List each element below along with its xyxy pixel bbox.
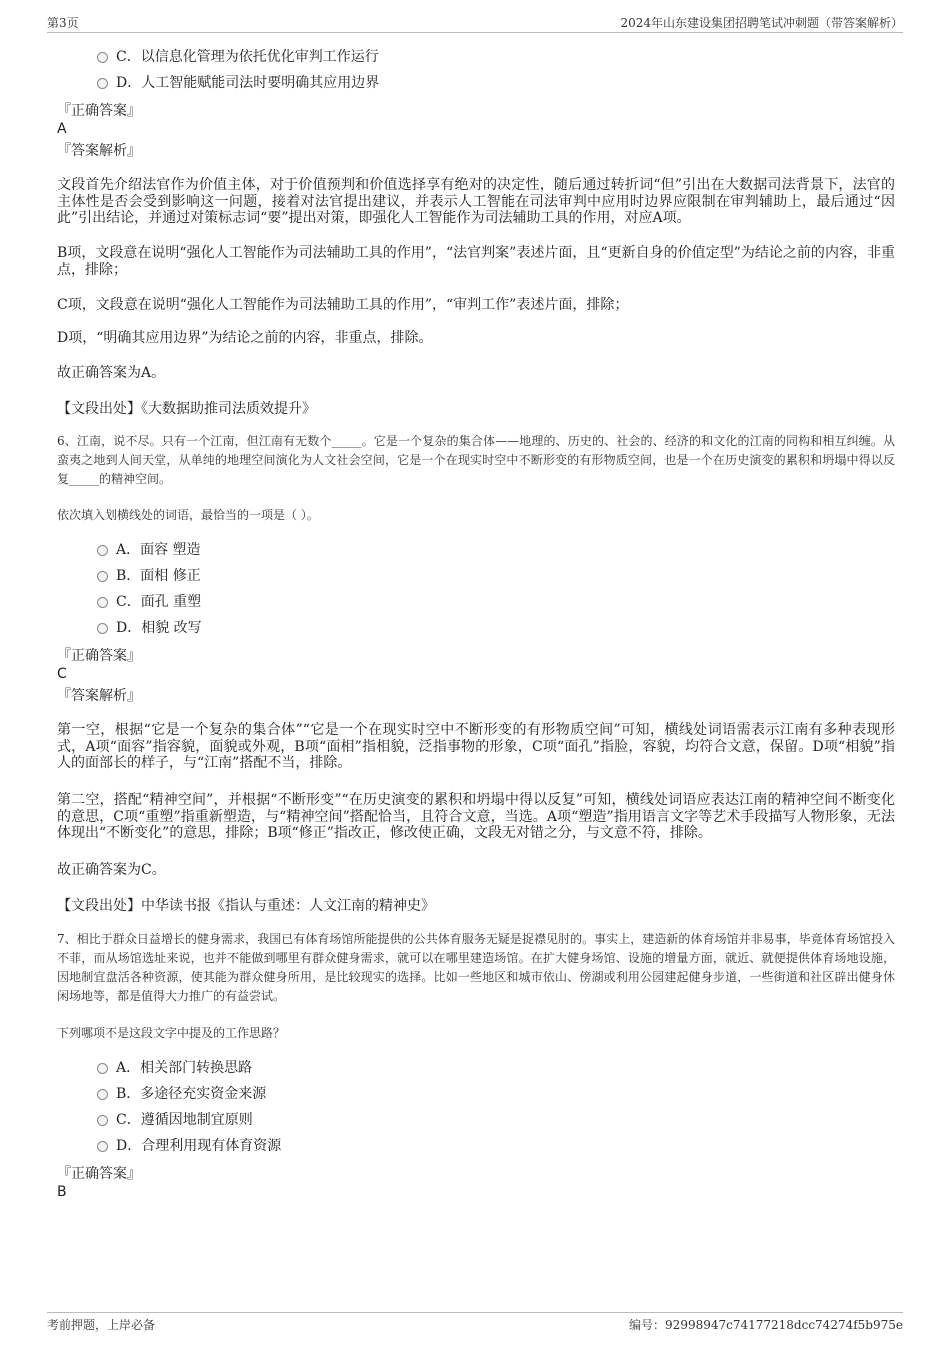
q7-stem: 7、相比于群众日益增长的健身需求，我国已有体育场馆所能提供的公共体育服务无疑是捉襟见肘的。事实上，建造新的体育场馆并非易事，毕竟体育场馆投入不菲，而从场馆选址来说，也并不能做到哪里有群众健身需求，就可以在哪里建造场馆。在扩大健身场馆、设施的增量方面，就近、就便提供体育场地设施，因地制宜盘活各种资源，使其能为群众健身所用，是比较现实的选择。比如一些地区和城市依山、傍湖或利用公园建起健身步道，一些街道和社区辟出健身休闲场地等，都是值得大力推广的有益尝试。 <box>57 932 895 1003</box>
q5-analysis-p3: C项，文段意在说明“强化人工智能作为司法辅助工具的作用”，“审判工作”表述片面，排除； <box>57 297 629 313</box>
q6-answer: C <box>57 666 67 682</box>
document-id: 编号：92998947c74177218dcc74274f5b975e <box>629 1318 903 1332</box>
page-number: 第3页 <box>47 16 79 30</box>
q7-answer: B <box>57 1184 67 1200</box>
q6-stem: 6、江南，说不尽。只有一个江南，但江南有无数个_____。它是一个复杂的集合体——地理的、历史的、社会的、经济的和文化的江南的同构和相互纠缠。从蛮夷之地到人间天堂，从单纯的地理空间演化为人文社会空间，它是一个在现实时空中不断形变的有形物质空间，也是一个在历史演变的累积和坍塌中得以反复_____的精神空间。 <box>57 434 895 486</box>
q6-analysis-p3: 故正确答案为C。 <box>57 862 166 878</box>
q6-analysis-p2: 第二空，搭配“精神空间”，并根据“不断形变”“在历史演变的累积和坍塌中得以反复”可知，横线处词语应表达江南的精神空间不断变化的意思，C项“重塑”指重新塑造，与“精神空间”搭配恰当，且符合文意，当选。A项“塑造”指用语言文字等艺术手段描写人物形象，无法体现出“不断变化”的意思，排除；B项“修正”指改正，修改使正确，文段无对错之分，与文意不符，排除。 <box>57 792 895 841</box>
radio-icon[interactable] <box>97 1141 108 1152</box>
document-title: 2024年山东建设集团招聘笔试冲刺题（带答案解析） <box>620 16 903 30</box>
q5-analysis-label: 『答案解析』 <box>57 143 141 159</box>
q7-option-d[interactable]: D．合理利用现有体育资源 <box>97 1136 281 1156</box>
q7-option-b[interactable]: B．多途径充实资金来源 <box>97 1084 266 1104</box>
q5-analysis-p1: 文段首先介绍法官作为价值主体，对于价值预判和价值选择享有绝对的决定性，随后通过转折词“但”引出在大数据司法背景下，法官的主体性是否会受到影响这一问题，接着对法官提出建议，并表示人工智能在司法审判中应用时边界应限制在审判辅助上，最后通过“因此”引出结论，并通过对策标志词“要”提出对策，即强化人工智能作为司法辅助工具的作用，对应A项。 <box>57 177 895 226</box>
q6-option-a[interactable]: A．面容 塑造 <box>97 540 201 560</box>
q5-analysis-p2: B项，文段意在说明“强化人工智能作为司法辅助工具的作用”，“法官判案”表述片面，且“更新自身的价值定型”为结论之前的内容，非重点，排除； <box>57 245 895 278</box>
q5-option-c[interactable]: C．以信息化管理为依托优化审判工作运行 <box>97 47 379 67</box>
radio-icon[interactable] <box>97 545 108 556</box>
q5-answer: A <box>57 121 67 137</box>
q6-answer-label: 『正确答案』 <box>57 648 141 664</box>
radio-icon[interactable] <box>97 623 108 634</box>
q5-source: 【文段出处】《大数据助推司法质效提升》 <box>57 401 316 417</box>
q5-analysis-p5: 故正确答案为A。 <box>57 365 166 381</box>
radio-icon[interactable] <box>97 1115 108 1126</box>
page-header <box>47 14 903 33</box>
q6-option-b[interactable]: B．面相 修正 <box>97 566 201 586</box>
q5-answer-label: 『正确答案』 <box>57 103 141 119</box>
page-footer <box>47 1312 903 1337</box>
q6-question: 依次填入划横线处的词语，最恰当的一项是（ ）。 <box>57 508 319 522</box>
q6-option-c[interactable]: C．面孔 重塑 <box>97 592 201 612</box>
radio-icon[interactable] <box>97 1063 108 1074</box>
radio-icon[interactable] <box>97 78 108 89</box>
radio-icon[interactable] <box>97 597 108 608</box>
q5-analysis-p4: D项，“明确其应用边界”为结论之前的内容，非重点，排除。 <box>57 330 433 346</box>
q7-question: 下列哪项不是这段文字中提及的工作思路？ <box>57 1026 286 1040</box>
radio-icon[interactable] <box>97 1089 108 1100</box>
q6-source: 【文段出处】中华读书报《指认与重述：人文江南的精神史》 <box>57 898 435 914</box>
footer-slogan: 考前押题，上岸必备 <box>47 1318 156 1332</box>
q7-option-a[interactable]: A．相关部门转换思路 <box>97 1058 252 1078</box>
q7-answer-label: 『正确答案』 <box>57 1166 141 1182</box>
q6-analysis-label: 『答案解析』 <box>57 688 141 704</box>
radio-icon[interactable] <box>97 52 108 63</box>
q7-option-c[interactable]: C．遵循因地制宜原则 <box>97 1110 253 1130</box>
q6-option-d[interactable]: D．相貌 改写 <box>97 618 202 638</box>
q6-analysis-p1: 第一空，根据“它是一个复杂的集合体”“它是一个在现实时空中不断形变的有形物质空间”可知，横线处词语需表示江南有多种表现形式，A项“面容”指容貌，面貌或外观，B项“面相”指相貌，泛指事物的形象，C项“面孔”指脸，容貌，均符合文意，保留。D项“相貌”指人的面部长的样子，与“江南”搭配不当，排除。 <box>57 722 895 771</box>
q5-option-d[interactable]: D．人工智能赋能司法时要明确其应用边界 <box>97 73 379 93</box>
radio-icon[interactable] <box>97 571 108 582</box>
